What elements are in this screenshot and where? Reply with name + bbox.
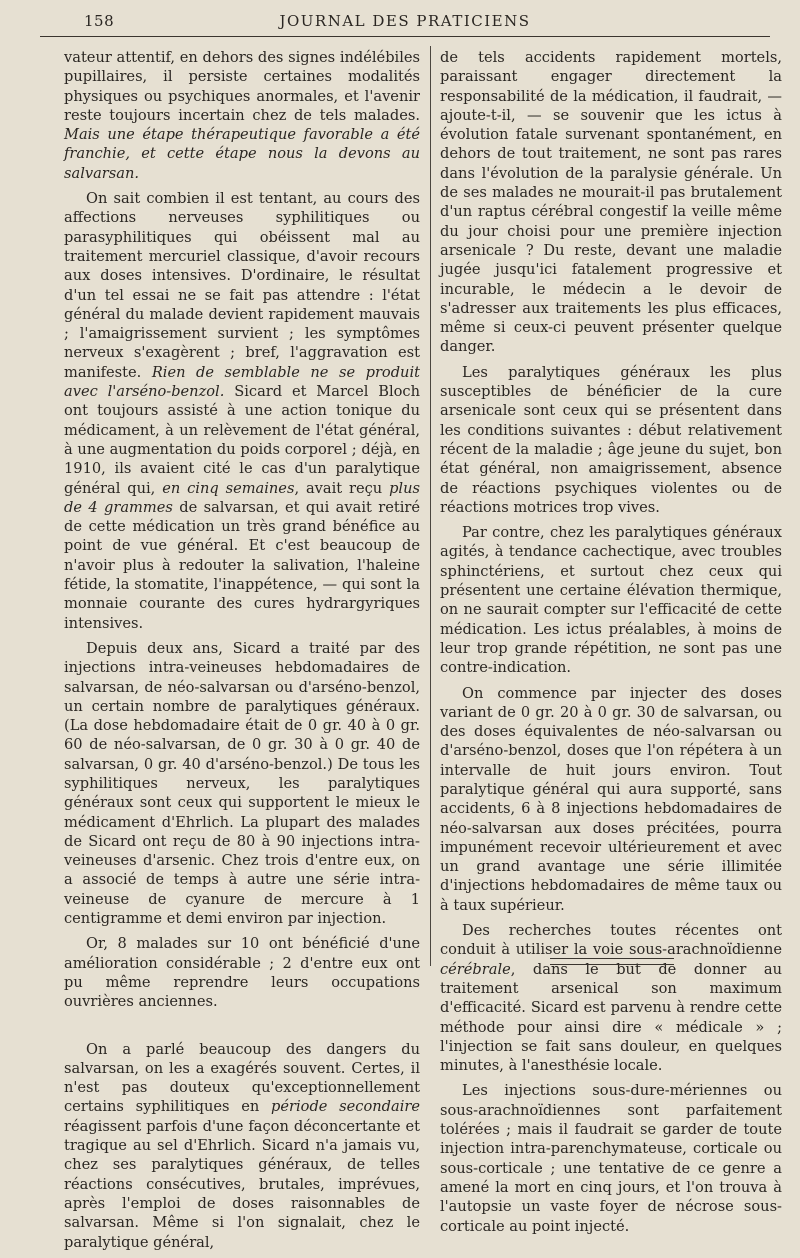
paragraph bbox=[64, 189, 420, 633]
text-run: , avait reçu bbox=[294, 479, 390, 497]
text-run: Par contre, chez les paralytiques généraux agités, à tendance cachectique, avec troubles sphinctériens, et surtout chez ceux qui présentent une certaine élévation thermique, on ne saurait compter sur l'efficacité de cette médication. Les ictus préalables, à moins de leur trop grande répétition, ne sont pas une contre-indication. bbox=[440, 524, 782, 677]
text-run: vateur attentif, en dehors des signes indélébiles pupillaires, il persiste certaines modalités physiques ou psychiques anormales, et l'avenir reste toujours incertain chez de tels malades. bbox=[64, 49, 420, 124]
page-number: 158 bbox=[84, 12, 115, 30]
end-of-article-rule bbox=[550, 958, 674, 965]
running-header bbox=[40, 10, 770, 37]
journal-title: JOURNAL DES PRATICIENS bbox=[279, 12, 531, 30]
paragraph bbox=[64, 48, 420, 183]
text-run: , dans le but de donner au traitement arsenical son maximum d'efficacité. Sicard est parvenu à rendre cette méthode pour ainsi dire « médicale » ; l'injection se fait sans douleur, en quelques minutes, à l'anesthésie locale. bbox=[440, 960, 782, 1075]
text-run: Depuis deux ans, Sicard a traité par des injections intra-veineuses hebdomadaires de salvarsan, de néo-salvarsan ou d'arséno-benzol, un certain nombre de paralytiques généraux. (La dose hebdomadaire était de 0 gr. 40 à 0 gr. 60 de néo-salvarsan, de 0 gr. 30 à 0 gr. 40 de salvarsan, 0 gr. 40 d'arséno-benzol.) De tous les syphilitiques nerveux, les paralytiques généraux sont ceux qui supportent le mieux le médicament d'Ehrlich. La plupart des malades de Sicard ont reçu de 80 à 90 injections intra-veineuses d'arsenic. Chez trois d'entre eux, on a associé de temps à autre une série intra-veineuse de cyanure de mercure à 1 centigramme et demi environ par injection. bbox=[64, 639, 420, 928]
paragraph bbox=[64, 639, 420, 928]
italic-text: cérébrale bbox=[440, 960, 511, 978]
paragraph bbox=[440, 363, 782, 517]
italic-text: Mais une étape thérapeutique favorable a été franchie, et cette étape nous la devons au salvarsan. bbox=[64, 126, 420, 182]
italic-text: en cinq semaines bbox=[162, 479, 295, 497]
text-run: réagissent parfois d'une façon déconcertante et tragique au sel d'Ehrlich. Sicard n'a jamais vu, chez ses paralytiques généraux, de telles réactions consécutives, brutales, imprévues, après l'emploi de doses raisonnables de salvarsan. Même si l'on signalait, chez le paralytique général, bbox=[64, 1117, 420, 1251]
text-run: On commence par injecter des doses variant de 0 gr. 20 à 0 gr. 30 de salvarsan, ou des doses équivalentes de néo-salvarsan ou d'arséno-benzol, doses que l'on répétera à un intervalle de huit jours environ. Tout paralytique général qui aura supporté, sans accidents, 6 à 8 injections hebdomadaires de néo-salvarsan aux doses précitées, pourra impunément recevoir ultérieurement et avec un grand avantage une série illimitée d'injections hebdomadaires de même taux ou à taux supérieur. bbox=[440, 684, 782, 914]
text-run: Sicard et Marcel Bloch ont toujours assisté à une action tonique du médicament, à un relèvement de l'état général, à une augmentation du poids corporel ; déjà, en 1910, ils avaient cité le cas d'un paralytique général qui, bbox=[64, 383, 420, 497]
italic-text: Rien de semblable ne se produit avec l'arséno-benzol. bbox=[64, 363, 420, 401]
right-column bbox=[440, 48, 782, 1242]
paragraph bbox=[440, 523, 782, 677]
column-divider bbox=[430, 46, 431, 966]
paragraph bbox=[440, 48, 782, 357]
paragraph bbox=[440, 684, 782, 916]
paragraph bbox=[440, 1081, 782, 1235]
text-run: de salvarsan, et qui avait retiré de cette médication un très grand bénéfice au point de vue général. Et c'est beaucoup de n'avoir plus à redouter la salivation, l'haleine fétide, la stomatite, l'inappétence, — qui sont la monnaie courante des cures hydrargyriques intensives. bbox=[64, 498, 420, 632]
paragraph bbox=[440, 921, 782, 1075]
text-run: On sait combien il est tentant, au cours des affections nerveuses syphilitiques ou parasyphilitiques qui obéissent mal au traitement mercuriel classique, d'avoir recours aux doses intensives. D'ordinaire, le résultat d'un tel essai ne se fait pas attendre : l'état général du malade devient rapidement mauvais ; l'amaigrissement survient ; les symptômes nerveux s'exagèrent ; bref, l'aggravation est manifeste. bbox=[64, 190, 420, 381]
italic-text: plus de 4 grammes bbox=[64, 479, 420, 516]
left-column bbox=[64, 48, 420, 1258]
paragraph bbox=[64, 1040, 420, 1252]
paragraph bbox=[64, 934, 420, 1011]
text-run: Des recherches toutes récentes ont conduit à utiliser la voie sous-arachnoïdienne bbox=[440, 922, 782, 959]
text-run: de tels accidents rapidement mortels, paraissant engager directement la responsabilité de la médication, il faudrait, — ajoute-t-il, — se souvenir que les ictus à évolution fatale survenant spontanément, en dehors de tout traitement, ne sont pas rares dans l'évolution de la paralysie générale. Un de ses malades ne mourait-il pas brutalement d'un raptus cérébral congestif la veille même du jour choisi pour une première injection arsenicale ? Du reste, devant une maladie jugée jusqu'ici fatalement progressive et incurable, le médecin a le devoir de s'adresser aux traitements les plus efficaces, même si ceux-ci peuvent présenter quelque danger. bbox=[440, 49, 782, 356]
text-run: On a parlé beaucoup des dangers du salvarsan, on les a exagérés souvent. Certes, il n'est pas douteux qu'exceptionnellement certains syphilitiques en bbox=[64, 1040, 420, 1116]
italic-text: période secondaire bbox=[271, 1098, 420, 1116]
text-run: Or, 8 malades sur 10 ont bénéficié d'une amélioration considérable ; 2 d'entre eux ont pu même reprendre leurs occupations ouvrières anciennes. bbox=[64, 935, 420, 1011]
text-run: Les injections sous-dure-mériennes ou sous-arachnoïdiennes sont parfaitement tolérées ; mais il faudrait se garder de toute injection intra-parenchymateuse, corticale ou sous-corticale ; une tentative de ce genre a amené la mort en cinq jours, et l'on trouva à l'autopsie un vaste foyer de nécrose sous-corticale au point injecté. bbox=[440, 1082, 782, 1235]
text-run: Les paralytiques généraux les plus susceptibles de bénéficier de la cure arsenicale sont ceux qui se présentent dans les conditions suivantes : début relativement récent de la maladie ; âge jeune du sujet, bon état général, non amaigrissement, absence de réactions psychiques violentes ou de réactions motrices trop vives. bbox=[440, 363, 782, 516]
